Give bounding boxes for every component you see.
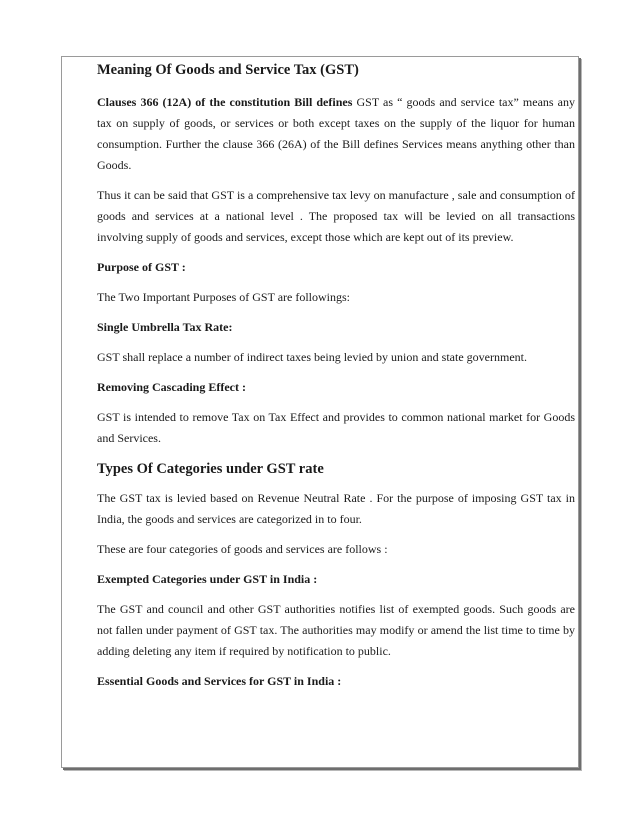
purpose-heading: Purpose of GST : [97, 260, 186, 274]
single-umbrella-text: GST shall replace a number of indirect taxes being levied by union and state government. [97, 350, 527, 364]
exempted-text: The GST and council and other GST authorities notifies list of exempted goods. Such goods are not fallen under payment of GST tax. The authorities may modify or amend the list time to time by adding deleting any item if required by notification to public. [97, 602, 575, 658]
cascading-heading: Removing Cascading Effect : [97, 380, 246, 394]
definition-bold-text: Clauses 366 (12A) of the constitution Bill defines [97, 95, 353, 109]
single-umbrella-heading: Single Umbrella Tax Rate: [97, 320, 233, 334]
paragraph-comprehensive: Thus it can be said that GST is a comprehensive tax levy on manufacture , sale and consumption of goods and services at a national level . The proposed tax will be levied on all transactions involving supply of goods and services, except those which are kept out of its preview. [97, 188, 575, 244]
exempted-heading: Exempted Categories under GST in India : [97, 572, 318, 586]
essential-heading: Essential Goods and Services for GST in India : [97, 674, 342, 688]
cascading-text: GST is intended to remove Tax on Tax Effect and provides to common national market for Goods and Services. [97, 410, 575, 445]
document-title: Meaning Of Goods and Service Tax (GST) [97, 62, 359, 78]
types-title: Types Of Categories under GST rate [97, 461, 324, 477]
four-categories-text: These are four categories of goods and services are follows : [97, 542, 388, 556]
types-text: The GST tax is levied based on Revenue Neutral Rate . For the purpose of imposing GST tax in India, the goods and services are categorized in to four. [97, 491, 575, 526]
purpose-text: The Two Important Purposes of GST are followings: [97, 290, 351, 304]
definition-text: GST as “ goods and service tax” means any tax on supply of goods, or services or both except taxes on the supply of the liquor for human consumption. Further the clause 366 (26A) of the Bill defines Services means anything other than Goods. [97, 95, 575, 172]
page-content [97, 61, 575, 701]
paragraph-definition [97, 92, 575, 176]
